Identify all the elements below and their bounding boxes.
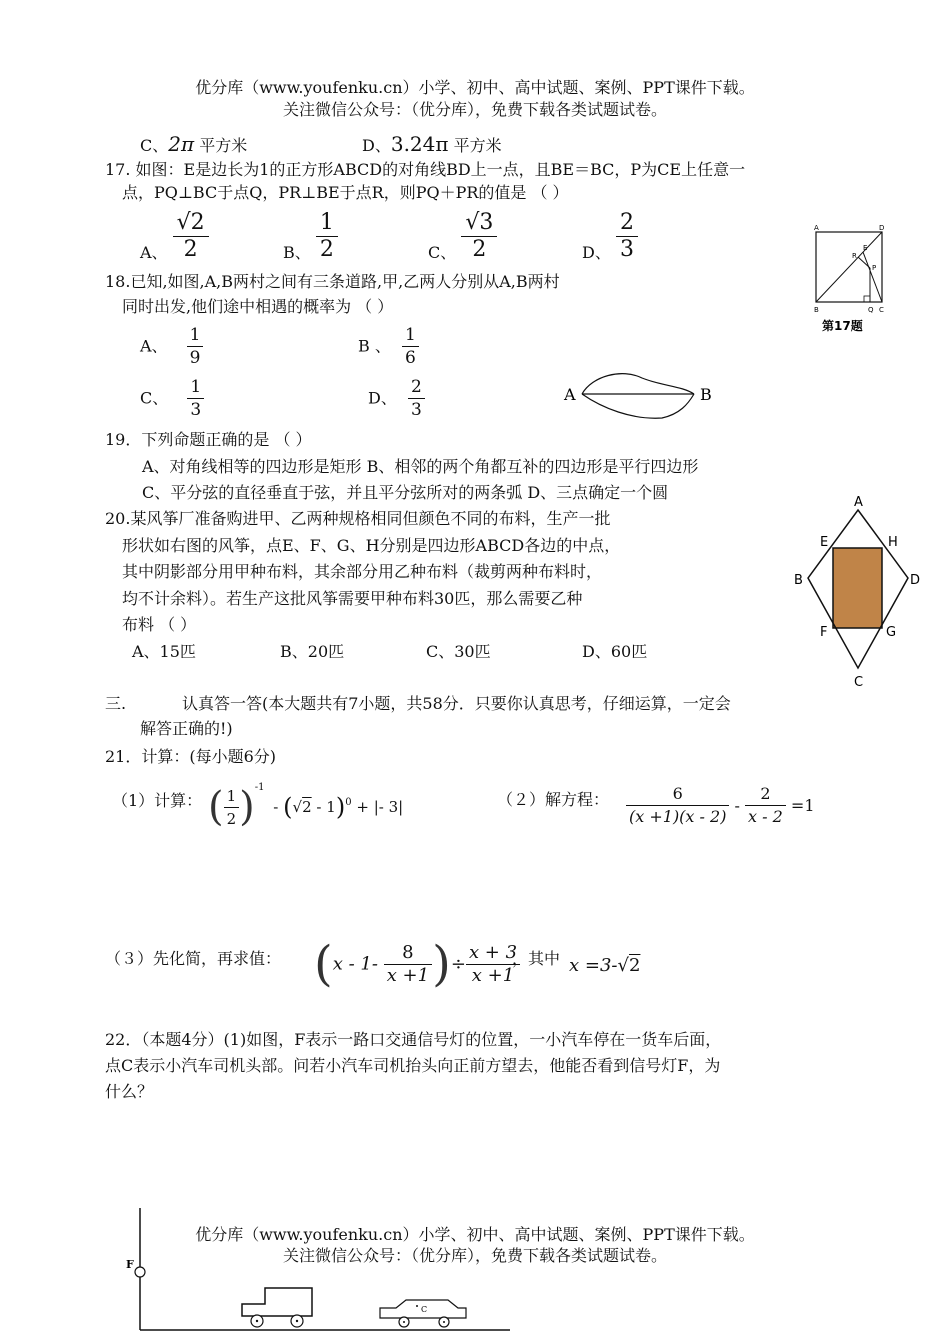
fig17-label-d: D [879, 224, 885, 232]
q16-option-c: C、2π 平方米 [140, 132, 248, 156]
kite-label-f: F [820, 625, 828, 640]
q16-option-d: D、3.24π 平方米 [362, 132, 502, 156]
q22-traffic-figure [120, 1200, 520, 1342]
header-line-1: 优分库（www.youfenku.cn）小学、初中、高中试题、案例、PPT课件下载。 [195, 78, 755, 97]
q20-line-2: 形状如右图的风筝，点E、F、G、H分别是四边形ABCD各边的中点， [122, 536, 621, 555]
fig18-label-b: B [700, 385, 712, 404]
kite-label-a: A [854, 495, 863, 510]
q17-option-d: D、 $\frac{2}{3}$ [582, 205, 638, 267]
fig17-label-c: C [879, 306, 884, 314]
q20-kite-figure [790, 494, 930, 690]
q22-line-2: 点C表示小汽车司机头部。问若小汽车司机抬头向正前方望去，他能否看到信号灯F，为 [105, 1056, 721, 1075]
q20-option-c: C、30匹 [426, 642, 491, 661]
q18-line-2: 同时出发,他们途中相遇的概率为 （ ） [122, 297, 394, 316]
fig17-label-p: P [872, 264, 877, 272]
q20-option-b: B、20匹 [280, 642, 345, 661]
q20-line-5: 布料 （ ） [122, 615, 197, 634]
q17-line-1: 17. 如图：E是边长为1的正方形ABCD的对角线BD上一点，且BE＝BC，P为CE上任意一 [105, 160, 746, 179]
section3-line-2: 解答正确的!) [140, 719, 233, 738]
q21-part3-value: x =3-√2 [569, 955, 641, 976]
q17-option-c: C、 $\frac{√3}{2}$ [428, 205, 497, 267]
q20-line-1: 20.某风筝厂准备购进甲、乙两种规格相同但颜色不同的布料，生产一批 [105, 509, 611, 528]
fig18-label-a: A [564, 385, 576, 404]
q17-figure [808, 224, 888, 336]
q18-option-c: C、 $\frac{1}{3}$ [140, 376, 204, 421]
fig17-label-a: A [814, 224, 819, 232]
footer-line-2: 关注微信公众号：（优分库），免费下载各类试题试卷。 [282, 1246, 667, 1265]
q21-part2-label: （２）解方程： [497, 790, 610, 809]
fig17-label-b: B [814, 306, 819, 314]
fig17-label-q: Q [868, 306, 874, 314]
q18-line-1: 18.已知,如图,A,B两村之间有三条道路,甲,乙两人分别从A,B两村 [105, 272, 560, 291]
q17-option-a: A、 $\frac{√2}{2}$ [140, 205, 209, 267]
q22-line-1: 22．（本题4分）(1)如图，F表示一路口交通信号灯的位置，一小汽车停在一货车后面， [105, 1030, 722, 1049]
q18-figure [562, 366, 722, 426]
kite-label-h: H [888, 535, 898, 550]
q18-option-a: A、 $\frac{1}{9}$ [140, 324, 203, 369]
q20-line-3: 其中阴影部分用甲种布料，其余部分用乙种布料（裁剪两种布料时， [122, 562, 603, 581]
q22-line-3: 什么？ [105, 1082, 154, 1101]
kite-label-d: D [910, 573, 921, 588]
q21-part2-equation: $\frac{6}{(x +1)(x - 2)}$ - $\frac{2}{x - 2}$ =1 [626, 783, 815, 828]
fig17-label-r: R [852, 252, 857, 260]
q21-part1-expression: ( $\frac{1}{2}$ )$^{-1}$ - (√2 - 1)$^0$ + |- 3| [208, 782, 404, 830]
q21-part1-label: （1）计算： [112, 791, 203, 810]
q20-option-a: A、15匹 [132, 642, 196, 661]
fig22-label-f: F [126, 1258, 134, 1271]
q21-title: 21．计算：(每小题6分) [105, 747, 277, 766]
fig17-caption: 第17题 [822, 319, 863, 333]
q21-part3-label: （３）先化简，再求值： [105, 949, 282, 968]
kite-label-c: C [854, 675, 864, 690]
q20-line-4: 均不计余料）。若生产这批风筝需要甲种布料30匹，那么需要乙种 [122, 589, 583, 608]
footer-line-1: 优分库（www.youfenku.cn）小学、初中、高中试题、案例、PPT课件下载。 [195, 1225, 755, 1244]
q19-line-1: 19．下列命题正确的是 （ ） [105, 430, 312, 449]
q21-part3-expression: (x - 1- $\frac{8}{x +1}$ )÷ $\frac{x + 3}{x +1}$ [314, 936, 520, 992]
header-line-2: 关注微信公众号：（优分库），免费下载各类试题试卷。 [282, 100, 667, 119]
section3-line-1: 认真答一答(本大题共有7小题，共58分．只要你认真思考，仔细运算，一定会 [182, 694, 731, 713]
q19-line-3: C、平分弦的直径垂直于弦，并且平分弦所对的两条弧 D、三点确定一个圆 [142, 483, 669, 502]
q21-part3-where: ，其中 [512, 949, 561, 968]
q17-option-b: B、 $\frac{1}{2}$ [283, 205, 338, 267]
kite-label-b: B [794, 573, 803, 588]
fig17-label-e: E [863, 244, 868, 252]
fig22-label-c: C [421, 1305, 428, 1314]
kite-label-g: G [886, 625, 897, 640]
q18-option-b: B 、 $\frac{1}{6}$ [358, 324, 419, 369]
q19-line-2: A、对角线相等的四边形是矩形 B、相邻的两个角都互补的四边形是平行四边形 [142, 457, 699, 476]
section3-number: 三. [105, 694, 127, 713]
q18-option-d: D、 $\frac{2}{3}$ [368, 376, 425, 421]
kite-label-e: E [820, 535, 829, 550]
q17-line-2: 点，PQ⊥BC于点Q，PR⊥BE于点R，则PQ＋PR的值是 （ ） [122, 183, 569, 202]
q20-option-d: D、60匹 [582, 642, 648, 661]
